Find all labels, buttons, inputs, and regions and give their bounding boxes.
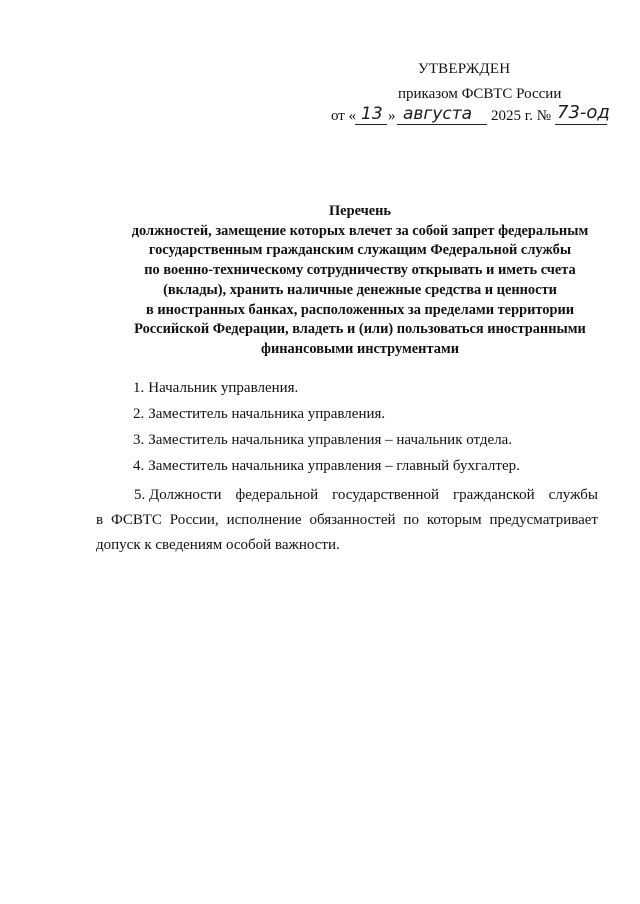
item5-line-2 bbox=[96, 508, 598, 533]
item5-line-1 bbox=[96, 483, 598, 508]
item5-word: гражданской bbox=[452, 487, 535, 503]
order-month: августа bbox=[403, 104, 473, 124]
title-line: должностей, замещение которых влечет за собой запрет федеральным bbox=[131, 222, 589, 239]
item5-word: федеральной bbox=[235, 487, 319, 503]
item5-word: службы bbox=[548, 487, 598, 503]
item5-word: России, bbox=[169, 512, 219, 528]
title-line: финансовыми инструментами bbox=[261, 340, 459, 357]
list-item-number: 5. bbox=[134, 487, 146, 503]
list-item bbox=[96, 483, 598, 558]
item5-word: обязанностей bbox=[309, 512, 396, 528]
approval-stamp-block bbox=[0, 0, 640, 140]
day-underline bbox=[355, 124, 387, 125]
item5-word: Должности bbox=[149, 487, 222, 503]
date-prefix: от « bbox=[331, 108, 357, 124]
item5-word: предусматривает bbox=[489, 512, 598, 528]
item5-word: исполнение bbox=[226, 512, 302, 528]
item5-line-3: допуск к сведениям особой важности. bbox=[96, 537, 340, 553]
list-item-number: 4. bbox=[133, 458, 145, 474]
order-reference: приказом ФСВТС России bbox=[398, 86, 562, 102]
list-item-number: 3. bbox=[133, 432, 145, 448]
item5-word: государственной bbox=[332, 487, 440, 503]
month-underline bbox=[397, 124, 487, 125]
item5-word: ФСВТС bbox=[111, 512, 162, 528]
order-number: 73-од bbox=[557, 102, 610, 123]
list-item-text: Заместитель начальника управления – главный бухгалтер. bbox=[148, 458, 520, 474]
list-item bbox=[133, 432, 512, 449]
title-line: Российской Федерации, владеть и (или) пользоваться иностранными bbox=[134, 321, 586, 338]
title-line: (вклады), хранить наличные денежные средства и ценности bbox=[163, 281, 557, 298]
list-item-number: 2. bbox=[133, 406, 145, 422]
list-item-number: 1. bbox=[133, 380, 145, 396]
item5-word: которым bbox=[426, 512, 482, 528]
day-close-quote: » bbox=[388, 108, 396, 124]
item5-word: по bbox=[403, 512, 419, 528]
list-item-text: Заместитель начальника управления. bbox=[148, 406, 386, 422]
list-item bbox=[133, 458, 520, 475]
order-year: 2025 г. № bbox=[491, 108, 552, 124]
list-item bbox=[133, 406, 385, 423]
document-title bbox=[80, 202, 640, 360]
list-item-text: Заместитель начальника управления – начальник отдела. bbox=[148, 432, 513, 448]
title-line: государственным гражданским служащим Федеральной службы bbox=[148, 242, 572, 259]
approved-heading: УТВЕРЖДЕН bbox=[418, 61, 511, 77]
title-line: по военно-техническому сотрудничеству открывать и иметь счета bbox=[144, 262, 576, 279]
title-line: в иностранных банках, расположенных за пределами территории bbox=[145, 301, 575, 318]
list-item bbox=[133, 380, 298, 397]
title-heading: Перечень bbox=[328, 203, 392, 219]
number-underline bbox=[555, 124, 607, 125]
item5-word: в bbox=[96, 512, 104, 528]
list-item-text: Начальник управления. bbox=[148, 380, 299, 396]
order-day: 13 bbox=[361, 104, 383, 124]
